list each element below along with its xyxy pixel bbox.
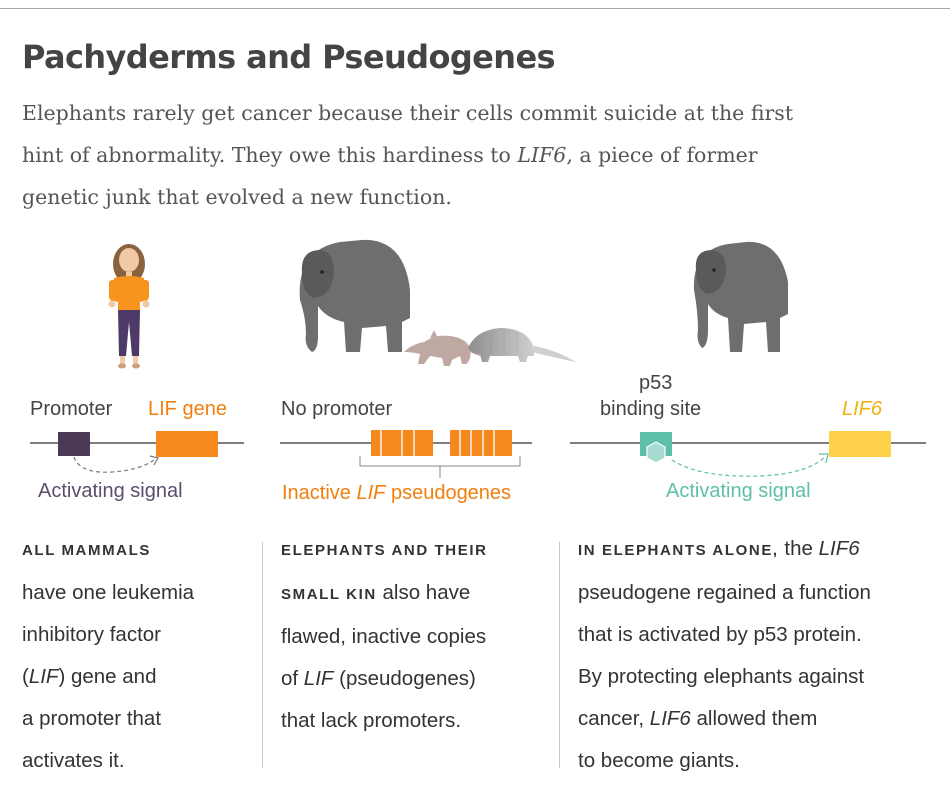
no-promoter-label: No promoter [281,398,393,420]
lif6-gene-box [829,431,891,457]
woman-icon [109,244,150,369]
lif6-label: LIF6 [842,398,883,420]
lif-gene-box [156,431,218,457]
lif-gene-label: LIF gene [148,398,227,420]
elephant-icon [300,240,410,352]
description-all-mammals: ALL MAMMALS have one leukemia inhibitory factor (LIF) gene and a promoter that activates it. [22,542,195,772]
column-divider [559,542,560,768]
pseudogenes-label: Inactive LIF pseudogenes [282,482,512,504]
description-elephants-alone: IN ELEPHANTS ALONE, the LIF6 pseudogene regained a function that is activated by p53 protein. By protecting elephants against cancer, LIF6 allowed them to become giants. [578,537,871,772]
elephant-icon [694,242,788,352]
page-title: Pachyderms and Pseudogenes [22,38,555,76]
gene-diagram-pseudogenes [280,430,532,478]
intro-line-1: Elephants rarely get cancer because their cells commit suicide at the first [22,101,794,125]
activating-signal-arrow [672,456,826,476]
p53-protein-icon [647,442,665,463]
promoter-label: Promoter [30,398,113,420]
lif6-term: LIF6 [517,143,567,167]
armadillo-icon [468,328,576,362]
gene-diagram-lif6 [570,431,926,476]
binding-site-label: binding site [600,398,702,420]
promoter-box [58,432,90,456]
p53-label: p53 [639,372,673,394]
intro-line-2: hint of abnormality. They owe this hardiness to LIF6, a piece of former [22,143,758,167]
activating-signal-label: Activating signal [666,480,811,502]
description-elephants-and-kin: ELEPHANTS AND THEIR SMALL KIN also have flawed, inactive copies of LIF (pseudogenes) that lack promoters. [281,542,488,732]
activating-signal-arrow [74,457,154,472]
activating-signal-label: Activating signal [38,480,183,502]
column-divider [262,542,263,768]
gene-diagram-all-mammals [30,431,244,472]
intro-line-3: genetic junk that evolved a new function. [22,185,452,209]
